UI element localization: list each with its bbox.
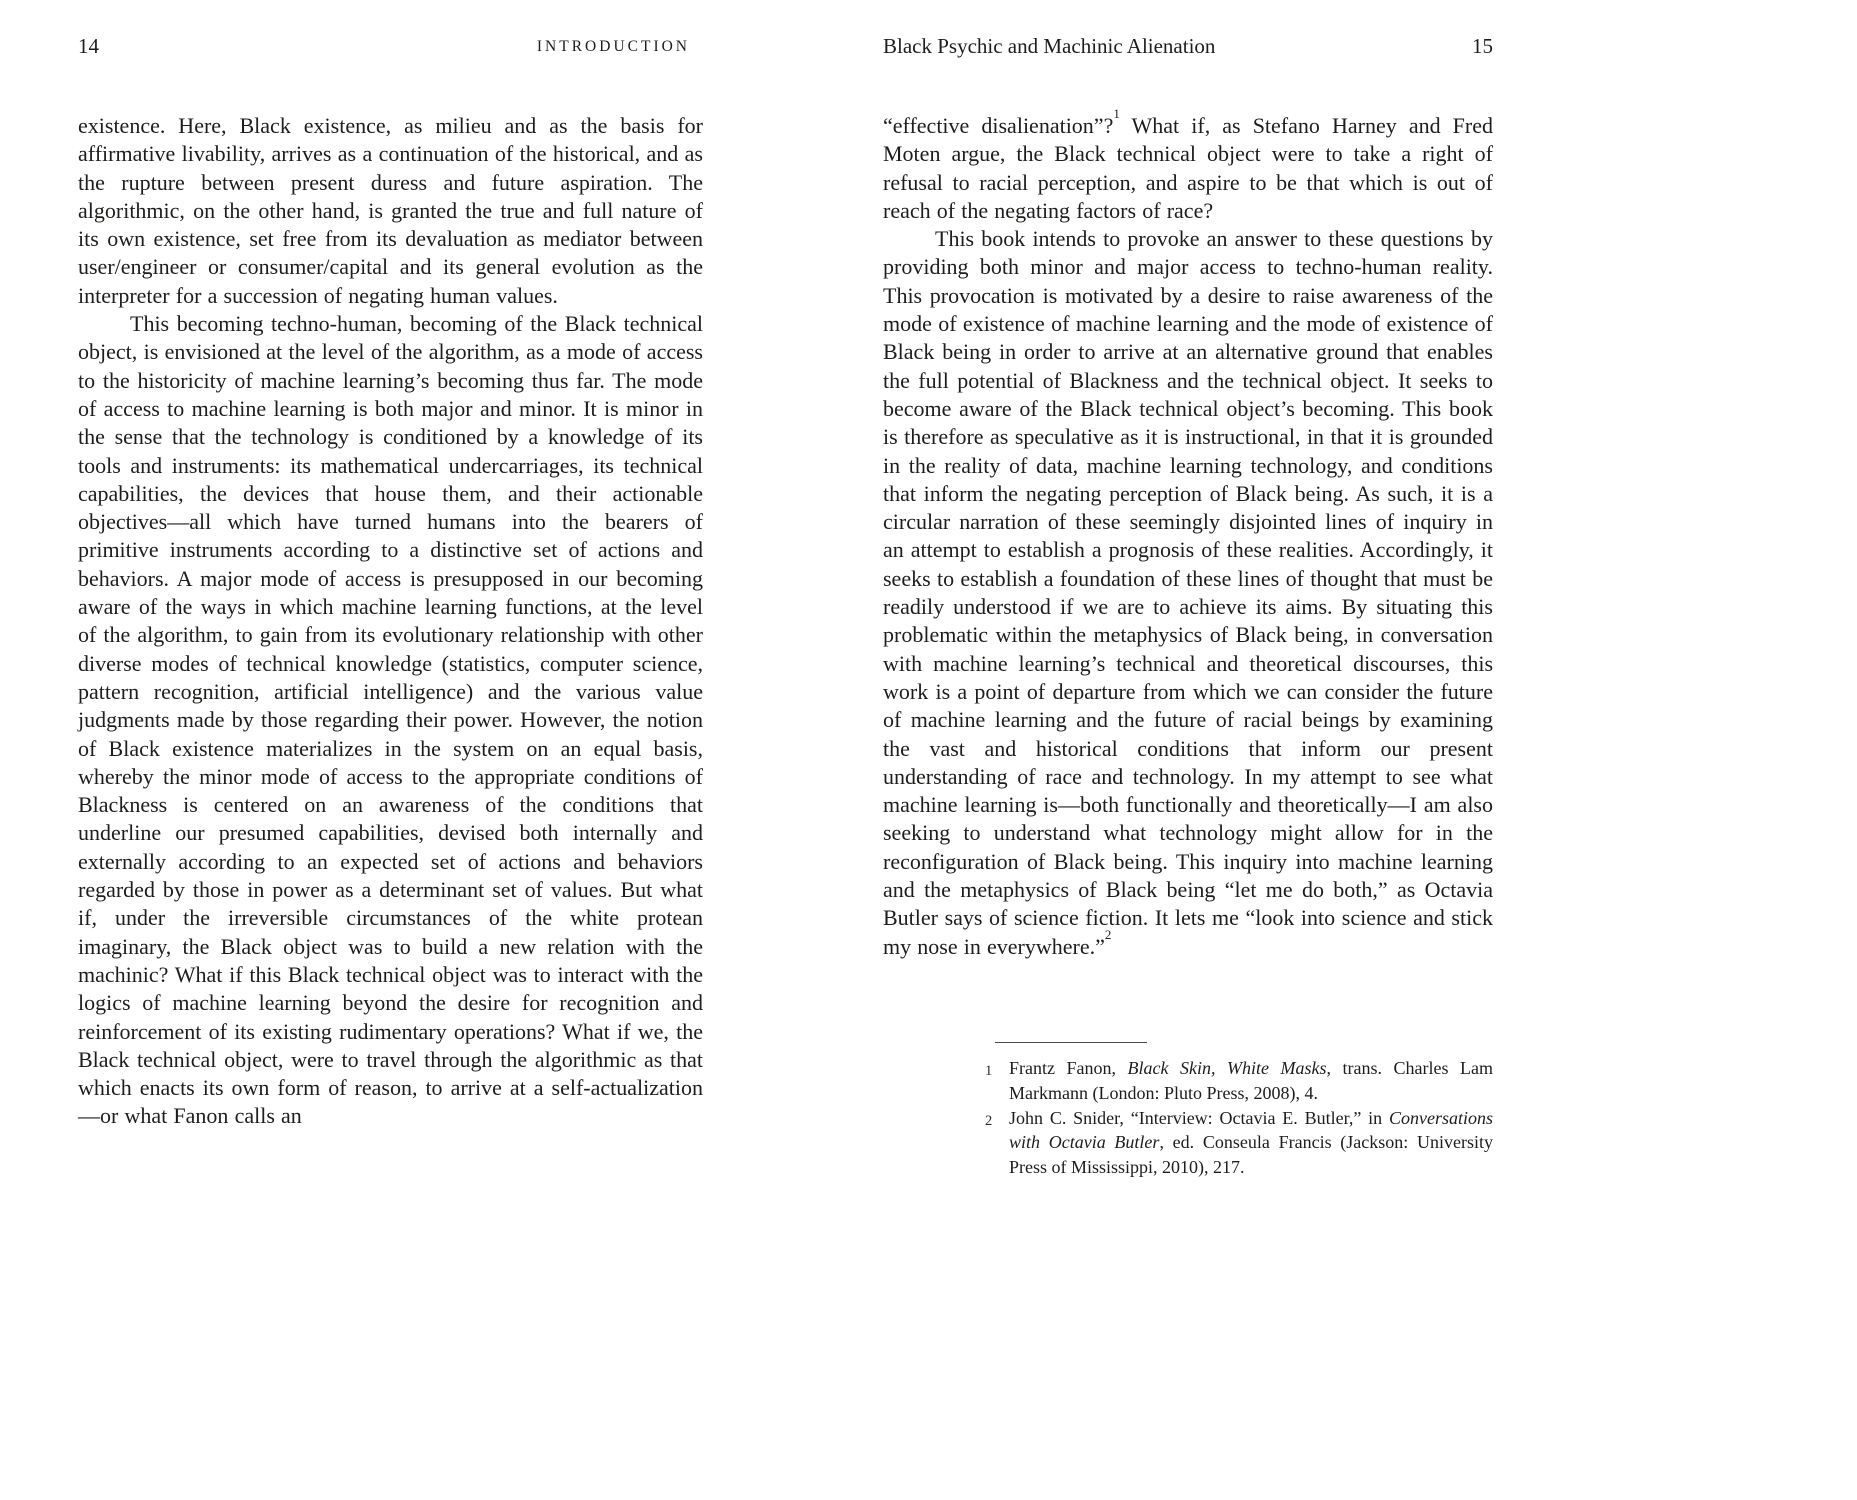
footnote-segment: , ed. Conseula Francis (Jackson: University Press of Mississippi, 2010), 217. bbox=[1009, 1132, 1493, 1178]
footnote-text bbox=[1009, 1056, 1493, 1106]
footnote-1 bbox=[985, 1056, 1493, 1106]
footnotes-section bbox=[985, 1042, 1493, 1180]
paragraph bbox=[883, 106, 1493, 225]
right-page-body bbox=[883, 106, 1493, 961]
right-page-header bbox=[883, 34, 1493, 60]
paragraph: This becoming techno-human, becoming of the Black technical object, is envisioned at the level of the algorithm, as a mode of access to the historicity of machine learning’s becoming thus far. The mode of access to machine learning is both major and minor. It is minor in the sense that the technology is conditioned by a knowledge of its tools and instruments: its mathematical undercarriages, its technical capabilities, the devices that house them, and their actionable objectives—all which have turned humans into the bearers of primitive instruments according to a distinctive set of actions and behaviors. A major mode of access is presupposed in our becoming aware of the ways in which machine learning functions, at the level of the algorithm, to gain from its evolutionary relationship with other diverse modes of technical knowledge (statistics, computer science, pattern recognition, artificial intelligence) and the various value judgments made by those regarding their power. However, the notion of Black existence materializes in the system on an equal basis, whereby the minor mode of access to the appropriate conditions of Blackness is centered on an awareness of the conditions that underline our presumed capabilities, devised both internally and externally according to an expected set of actions and behaviors regarded by those in power as a determinant set of values. But what if, under the irreversible circumstances of the white protean imaginary, the Black object was to build a new relation with the machinic? What if this Black technical object was to interact with the logics of machine learning beyond the desire for recognition and reinforcement of its existing rudimentary operations? What if we, the Black technical object, were to travel through the algorithmic as that which enacts its own form of reason, to arrive at a self-actualization—or what Fanon calls an bbox=[78, 311, 703, 1129]
paragraph-text: This book intends to provoke an answer to these questions by providing both minor and major access to techno-human reality. This provocation is motivated by a desire to raise awareness of the mode of existence of machine learning and the mode of existence of Black being in order to arrive at an alternative ground that enables the full potential of Blackness and the technical object. It seeks to become aware of the Black technical object’s becoming. This book is therefore as speculative as it is instructional, in that it is grounded in the reality of data, machine learning technology, and conditions that inform the negating perception of Black being. As such, it is a circular narration of these seemingly disjointed lines of inquiry in an attempt to establish a prognosis of these realities. Accordingly, it seeks to establish a foundation of these lines of thought that must be readily understood if we are to achieve its aims. By situating this problematic within the metaphysics of Black being, in conversation with machine learning’s technical and theoretical discourses, this work is a point of departure from which we can consider the future of machine learning and the future of racial beings by examining the vast and historical conditions that inform our present understanding of race and technology. In my attempt to see what machine learning is—both functionally and theoretically—I am also seeking to understand what technology might allow for in the reconfiguration of Black being. This inquiry into machine learning and the metaphysics of Black being “let me do both,” as Octavia Butler says of science fiction. It lets me “look into science and stick my nose in everywhere.” bbox=[883, 226, 1493, 959]
paragraph-text: “effective disalienation”? bbox=[883, 113, 1114, 138]
footnote-reference-2: 2 bbox=[1104, 927, 1112, 943]
footnote-reference-1: 1 bbox=[1113, 106, 1120, 122]
footnote-divider bbox=[995, 1042, 1147, 1043]
paragraph bbox=[883, 225, 1493, 961]
footnote-segment-title: Black Skin, White Masks bbox=[1127, 1058, 1327, 1078]
paragraph-text: What if, as Stefano Harney and Fred Moten argue, the Black technical object were to take a right of refusal to racial perception, and aspire to be that which is out of reach of the negating factors of race? bbox=[883, 113, 1493, 223]
footnote-2 bbox=[985, 1106, 1493, 1180]
right-page-number: 15 bbox=[1472, 34, 1493, 58]
left-running-head: INTRODUCTION bbox=[536, 38, 690, 55]
footnote-number: 2 bbox=[985, 1112, 993, 1129]
paragraph: existence. Here, Black existence, as milieu and as the basis for affirmative livability, arrives as a continuation of the historical, and as the rupture between present duress and future aspiration. The algorithmic, on the other hand, is granted the true and full nature of its own existence, set free from its devaluation as mediator between user/engineer or consumer/capital and its general evolution as the interpreter for a succession of negating human values. bbox=[78, 113, 703, 308]
footnote-number: 1 bbox=[985, 1063, 993, 1079]
footnote-segment: , trans. Charles Lam Markmann (London: Pluto Press, 2008), 4. bbox=[1009, 1058, 1493, 1103]
footnote-segment-title: Conversations with Octavia Butler bbox=[1009, 1107, 1493, 1153]
left-page-number: 14 bbox=[78, 34, 99, 58]
left-page-body bbox=[78, 112, 703, 1131]
right-running-head: Black Psychic and Machinic Alienation bbox=[883, 34, 1216, 58]
footnote-segment: Frantz Fanon, bbox=[1009, 1058, 1128, 1078]
left-page-header bbox=[78, 34, 702, 60]
footnote-segment: John C. Snider, “Interview: Octavia E. Butler,” in bbox=[1009, 1107, 1389, 1128]
footnote-text bbox=[1009, 1106, 1493, 1180]
